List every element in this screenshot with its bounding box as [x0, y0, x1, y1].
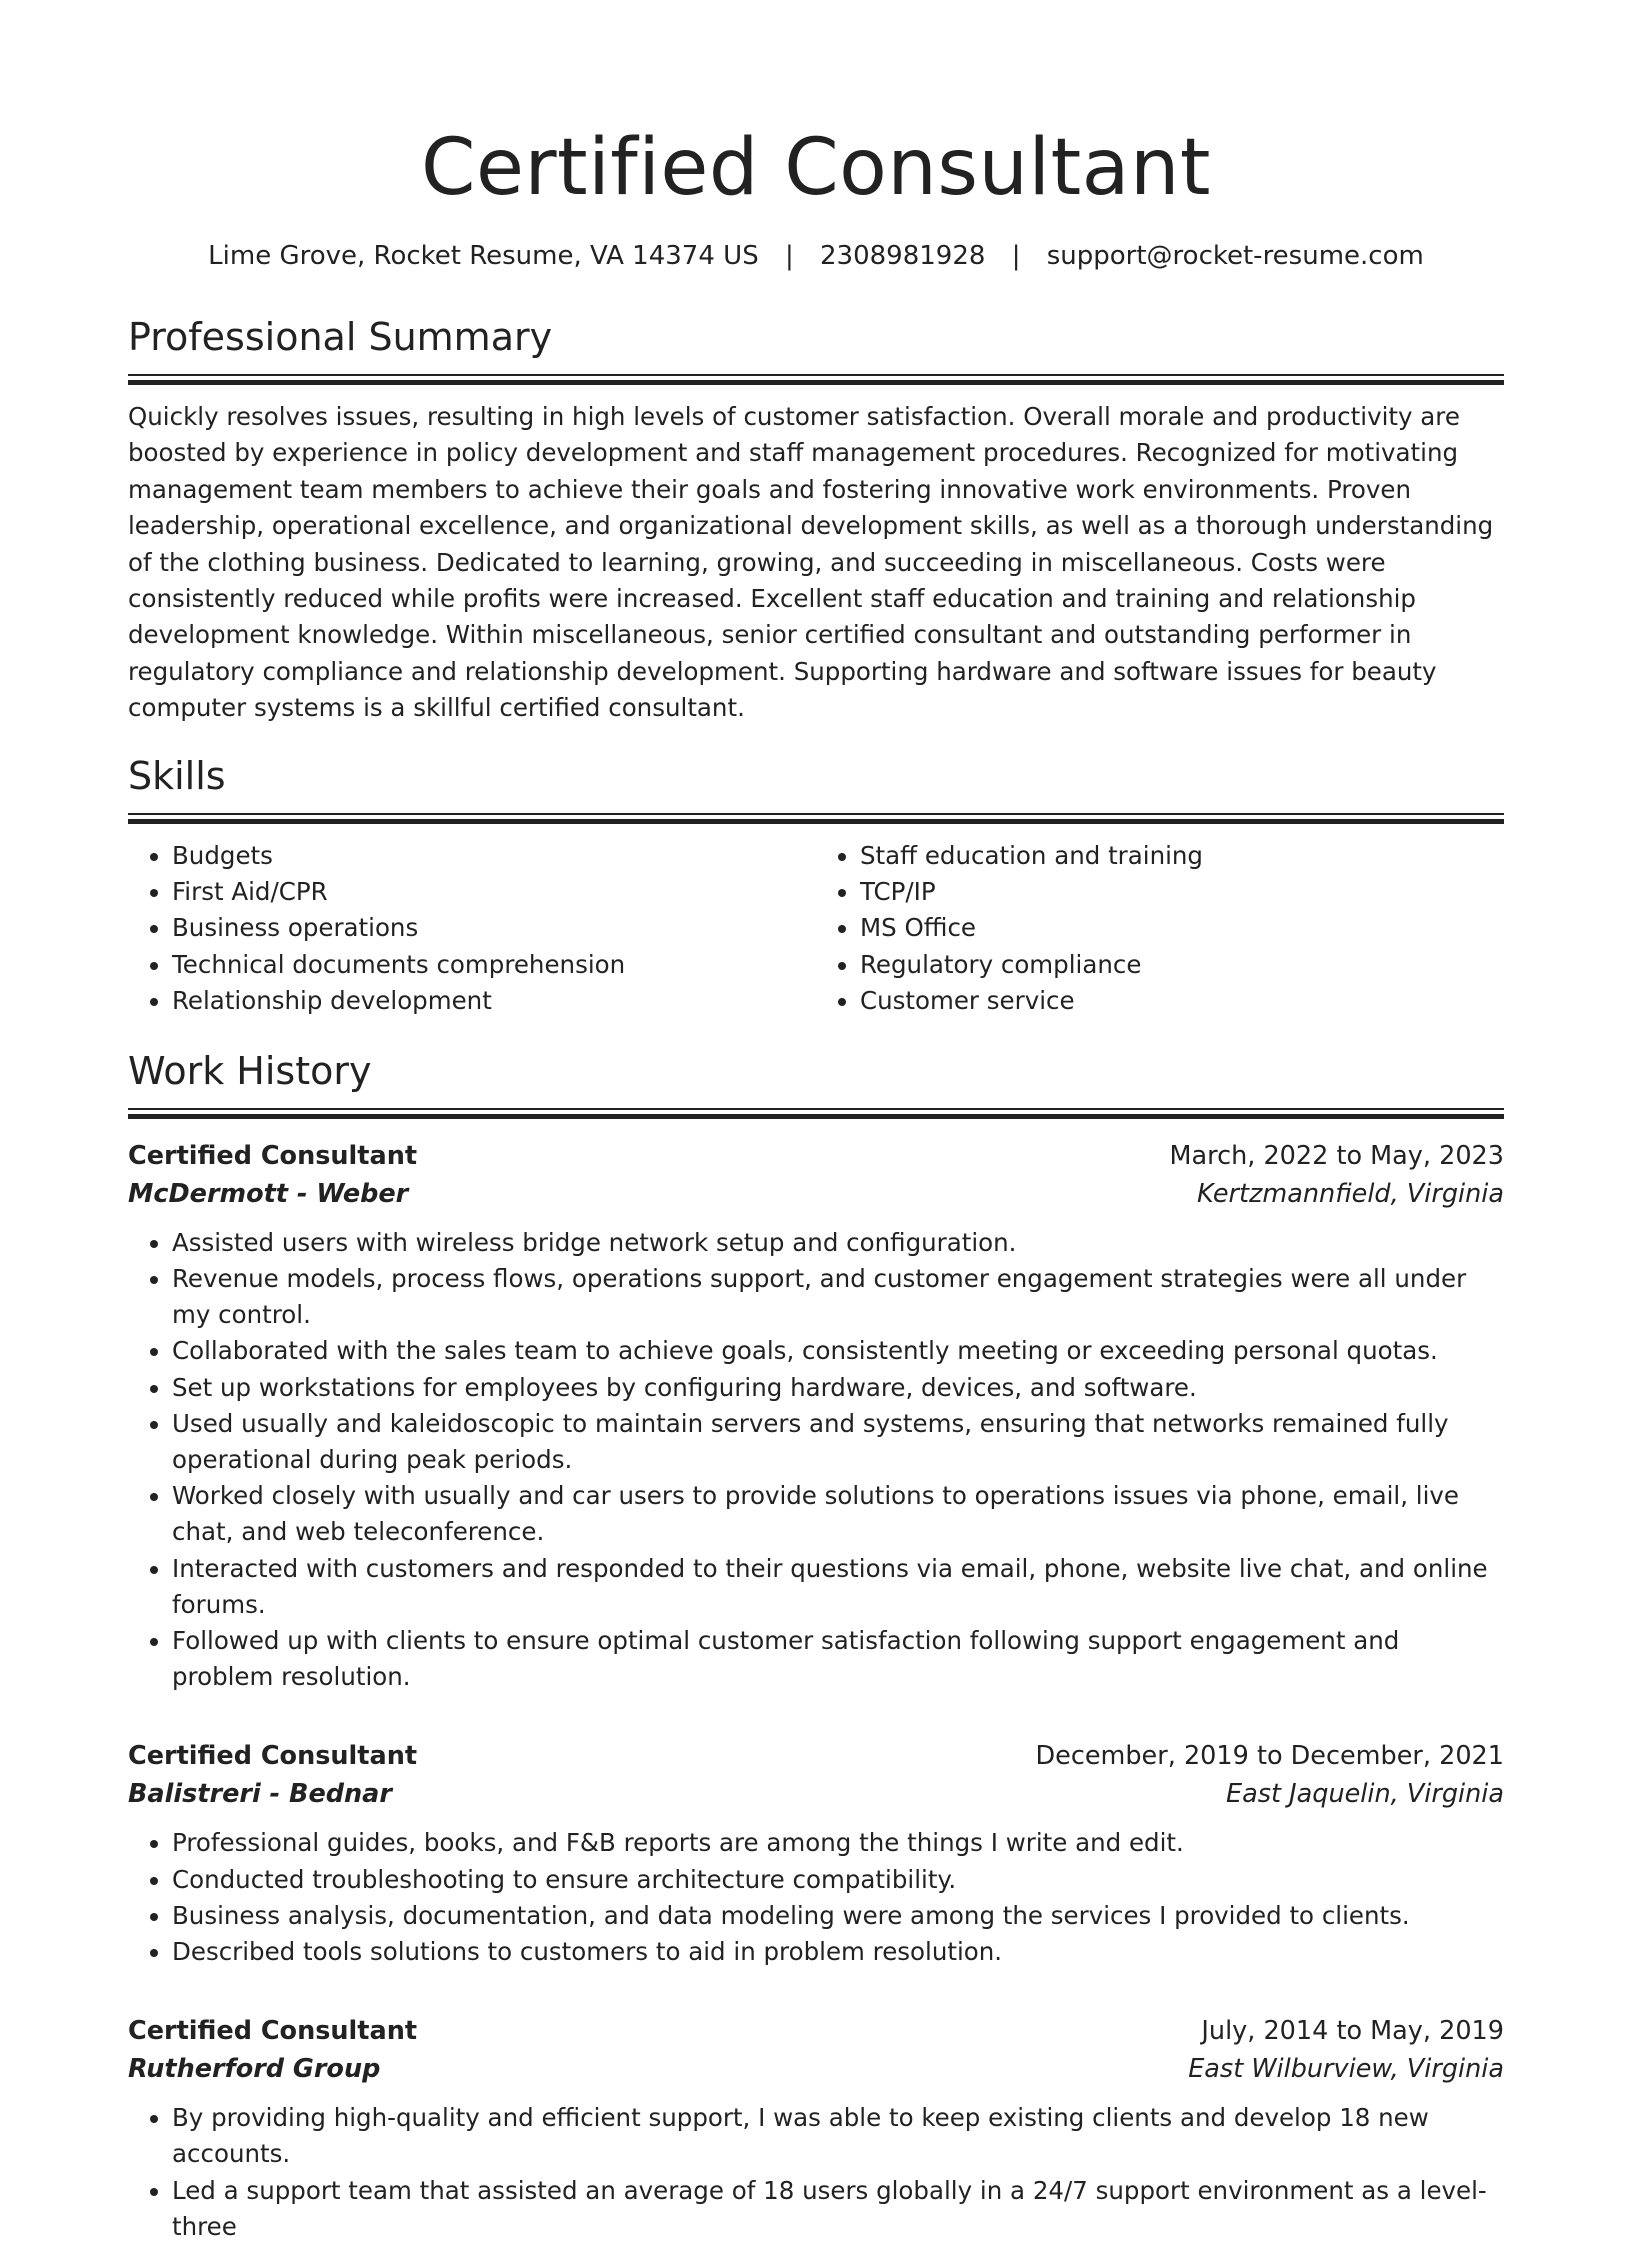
skill-item: • Customer service	[860, 983, 1504, 1019]
job-subheader	[128, 1775, 1504, 1813]
section-divider	[128, 813, 1504, 824]
job-title: Certified Consultant	[128, 2016, 418, 2047]
job-dates: December, 2019 to December, 2021	[1035, 1741, 1504, 1772]
job-company: Balistreri - Bednar	[128, 1779, 392, 1810]
job-bullets	[128, 2100, 1504, 2245]
job-bullet: • Worked closely with usually and car users to provide solutions to operations issues via phone, email, live chat, and web teleconference.	[172, 1478, 1504, 1550]
skill-item: • First Aid/CPR	[172, 874, 816, 910]
contact-separator: |	[1011, 241, 1021, 271]
job-header	[128, 2012, 1504, 2050]
resume-name: Certified Consultant	[421, 123, 1211, 213]
job-dates: March, 2022 to May, 2023	[1169, 1140, 1504, 1171]
job-bullets	[128, 1225, 1504, 1696]
contact-separator: |	[784, 241, 794, 271]
contact-line	[128, 238, 1504, 274]
section-divider	[128, 1108, 1504, 1119]
skill-item: • MS Office	[860, 910, 1504, 946]
job-bullet: • Professional guides, books, and F&B reports are among the things I write and edit.	[172, 1825, 1504, 1861]
skill-item: • Staff education and training	[860, 838, 1504, 874]
skill-item: • Business operations	[172, 910, 816, 946]
skill-item: • Budgets	[172, 838, 816, 874]
skills-list	[128, 838, 1504, 1020]
job-entry	[128, 1137, 1504, 1696]
job-bullets	[128, 1825, 1504, 1970]
contact-email: support@rocket-resume.com	[1046, 241, 1424, 271]
job-bullet: • Business analysis, documentation, and data modeling were among the services I provided to clients.	[172, 1898, 1504, 1934]
job-subheader	[128, 2050, 1504, 2088]
job-subheader	[128, 1175, 1504, 1213]
job-bullet: • Described tools solutions to customers to aid in problem resolution.	[172, 1934, 1504, 1970]
job-bullet: • By providing high-quality and efficient support, I was able to keep existing clients and develop 18 new accounts.	[172, 2100, 1504, 2172]
summary-text: Quickly resolves issues, resulting in high levels of customer satisfaction. Overall morale and productivity are boosted by experience in policy development and staff management procedures. Recognized for motivating management team members to achieve their goals and fostering innovative work environments. Proven leadership, operational excellence, and organizational development skills, as well as a thorough understanding of the clothing business. Dedicated to learning, growing, and succeeding in miscellaneous. Costs were consistently reduced while profits were increased. Excellent staff education and training and relationship development knowledge. Within miscellaneous, senior certified consultant and outstanding performer in regulatory compliance and relationship development. Supporting hardware and software issues for beauty computer systems is a skillful certified consultant.	[128, 402, 1494, 723]
section-divider	[128, 374, 1504, 385]
contact-phone: 2308981928	[820, 241, 986, 271]
skill-item: • Regulatory compliance	[860, 947, 1504, 983]
job-bullet: • Led a support team that assisted an average of 18 users globally in a 24/7 support environment as a level-three	[172, 2173, 1504, 2245]
skills-heading: Skills	[128, 753, 226, 798]
skill-item: • Relationship development	[172, 983, 816, 1019]
contact-address: Lime Grove, Rocket Resume, VA 14374 US	[208, 241, 759, 271]
job-bullet: • Conducted troubleshooting to ensure architecture compatibility.	[172, 1862, 1504, 1898]
job-company: McDermott - Weber	[128, 1178, 409, 1209]
job-location: East Wilburview, Virginia	[1188, 2054, 1504, 2085]
job-bullet: • Revenue models, process flows, operations support, and customer engagement strategies were all under my control.	[172, 1261, 1504, 1333]
job-header	[128, 1137, 1504, 1175]
job-company: Rutherford Group	[128, 2054, 381, 2085]
job-entry	[128, 2012, 1504, 2245]
job-location: East Jaquelin, Virginia	[1225, 1779, 1504, 1810]
job-bullet: • Assisted users with wireless bridge network setup and configuration.	[172, 1225, 1504, 1261]
job-dates: July, 2014 to May, 2019	[1201, 2016, 1504, 2047]
job-bullet: • Interacted with customers and responded to their questions via email, phone, website live chat, and online forums.	[172, 1551, 1504, 1623]
job-entry	[128, 1737, 1504, 1970]
skill-item: • Technical documents comprehension	[172, 947, 816, 983]
work-history-heading: Work History	[128, 1048, 372, 1093]
job-title: Certified Consultant	[128, 1140, 418, 1171]
job-header	[128, 1737, 1504, 1775]
skills-column-left	[128, 838, 816, 1020]
job-bullet: • Collaborated with the sales team to achieve goals, consistently meeting or exceeding personal quotas.	[172, 1333, 1504, 1369]
job-title: Certified Consultant	[128, 1741, 418, 1772]
job-bullet: • Followed up with clients to ensure optimal customer satisfaction following support engagement and problem resolution.	[172, 1623, 1504, 1695]
job-bullet: • Set up workstations for employees by configuring hardware, devices, and software.	[172, 1370, 1504, 1406]
job-location: Kertzmannfield, Virginia	[1197, 1178, 1504, 1209]
skills-column-right	[816, 838, 1504, 1020]
summary-heading: Professional Summary	[128, 315, 553, 359]
skill-item: • TCP/IP	[860, 874, 1504, 910]
job-bullet: • Used usually and kaleidoscopic to maintain servers and systems, ensuring that networks remained fully operational during peak periods.	[172, 1406, 1504, 1478]
